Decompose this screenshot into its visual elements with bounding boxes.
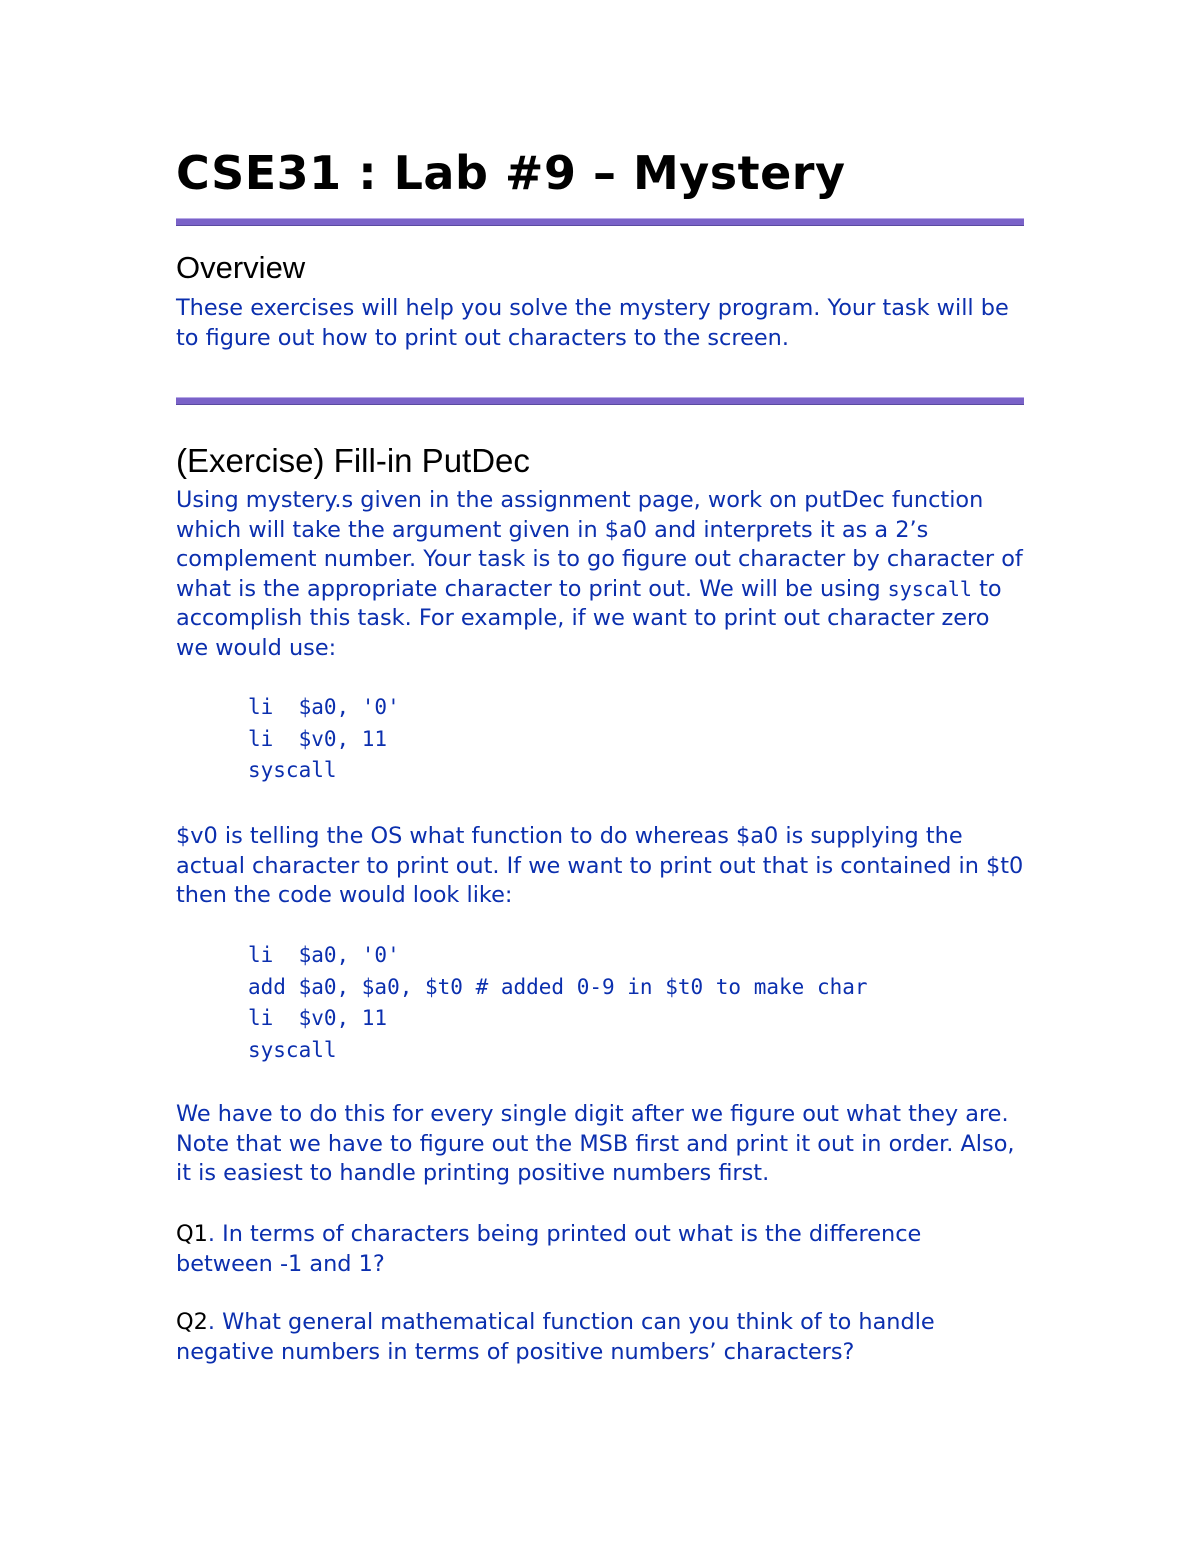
code-line: li $a0, '0' [248,695,400,719]
question-1 [176,1220,1024,1279]
inline-code-syscall: syscall [887,576,972,601]
code-line: syscall [248,758,337,783]
code-line: add $a0, $a0, $t0 # added 0-9 in $t0 to make char [248,974,868,999]
section-divider [176,218,1024,226]
digits-paragraph: We have to do this for every single digit after we figure out what they are. Note that we have to figure out the MSB first and print it out in order. Also, it is easiest to handle printing positive numbers first. [176,1101,1015,1187]
intro-text-before: Using mystery.s given in the assignment page, work on putDec function which will take the argument given in $a0 and interprets it as a 2’s complement number. Your task is to go figure out character by character of what is the appropriate character to print out. We will be using [176,487,1023,602]
question-2-text: . What general mathematical function can you think of to handle negative numbers in terms of positive numbers’ characters? [176,1309,935,1365]
exercise-intro-paragraph [176,486,1024,664]
code-line: li $v0, 11 [248,726,388,751]
question-2-label: Q2 [176,1309,208,1335]
code-line: li $a0, '0' [248,943,400,967]
question-2 [176,1308,1024,1367]
intro-text-after: to accomplish this task. For example, if we want to print out character zero we would use: [176,575,1002,661]
overview-heading: Overview [176,250,306,285]
code-line: li $v0, 11 [248,1006,388,1031]
exercise-heading: (Exercise) Fill-in PutDec [176,442,530,479]
question-1-text: . In terms of characters being printed out what is the difference between -1 and 1? [176,1221,922,1277]
page-title: CSE31 : Lab #9 – Mystery [176,146,846,200]
question-1-label: Q1 [176,1221,208,1247]
section-divider [176,397,1024,405]
v0-explanation-paragraph: $v0 is telling the OS what function to do whereas $a0 is supplying the actual character to print out. If we want to print out that is contained in $t0 then the code would look like: [176,823,1024,909]
overview-paragraph: These exercises will help you solve the mystery program. Your task will be to figure out how to print out characters to the screen. [176,295,1009,351]
code-line: syscall [248,1038,337,1063]
code-block-print-digit [248,940,868,1067]
code-block-print-zero [248,692,400,787]
